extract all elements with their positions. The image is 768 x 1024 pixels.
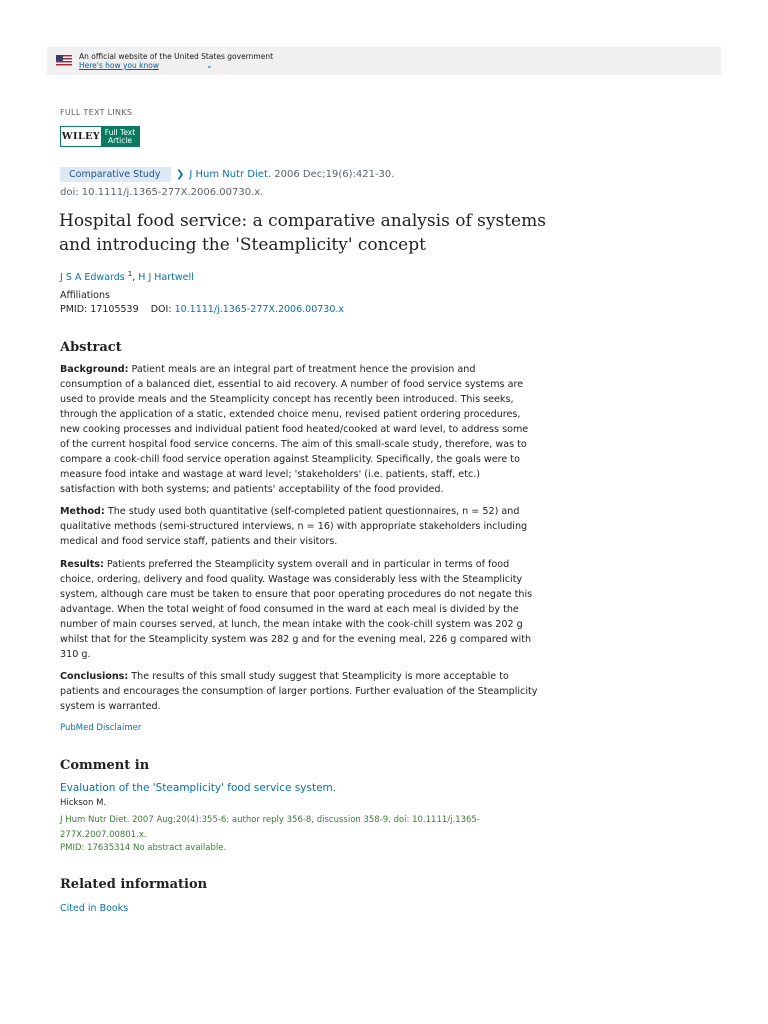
article-title: Hospital food service: a comparative analysis of systems and introducing the 'Steamplicity' concept [59, 211, 546, 255]
pubmed-disclaimer-link[interactable]: PubMed Disclaimer [60, 723, 142, 733]
journal-link[interactable]: J Hum Nutr Diet. [189, 169, 272, 180]
affiliation-marker[interactable]: 1 [127, 270, 133, 278]
comment-author: Hickson M. [60, 798, 107, 808]
heres-how-you-know-link[interactable]: Here's how you know [79, 61, 159, 70]
gov-banner [47, 47, 721, 75]
comment-pmid: PMID: 17635314 No abstract available. [60, 843, 227, 853]
wiley-logo: WILEY [61, 127, 101, 146]
gov-banner-text: An official website of the United States government [79, 52, 274, 61]
identifiers: PMID: 17105539 DOI: 10.1111/j.1365-277X.2006.00730.x [60, 304, 345, 315]
author-link-edwards[interactable]: J S A Edwards [60, 272, 125, 284]
abstract-heading: Abstract [60, 340, 122, 355]
abstract-method: Method: The study used both quantitative (self-completed patient questionnaires, n = 52) and qualitative methods (semi-structured interviews, n = 16) with appropriate stakeholders including medical and food service staff, patients and their visitors. [60, 506, 528, 547]
citation-line [176, 167, 394, 182]
abstract-results: Results: Patients preferred the Steamplicity system overall and in particular in terms of food choice, ordering, delivery and food quality. Wastage was considerably less with the Steamplicity system, although care must be taken to ensure that poor operating procedures do not negate this advantage. When the total weight of food consumed in the ward at each meal is divided by the number of main courses served, at lunch, the mean intake with the cook-chill system was 202 g whilst that for the Steamplicity system was 282 g and for the evening meal, 226 g compared with 310 g. [60, 559, 533, 660]
author-list: J S A Edwards $^1$, H J Hartwell [60, 270, 194, 284]
cited-in-books-link[interactable]: Cited in Books [60, 903, 129, 914]
author-link-hartwell[interactable]: H J Hartwell [138, 272, 194, 284]
full-text-links-heading: FULL TEXT LINKS [60, 108, 133, 117]
chevron-right-icon: ❯ [176, 169, 185, 180]
publication-type-badge[interactable]: Comparative Study [60, 167, 171, 182]
us-flag-icon [56, 55, 72, 66]
affiliations-toggle[interactable]: Affiliations [60, 290, 110, 301]
comment-citation: J Hum Nutr Diet. 2007 Aug;20(4):355-6; author reply 356-8, discussion 358-9. doi: 10.1111/j.1365-277X.2007.00801.x. [60, 815, 480, 840]
chevron-down-icon[interactable]: ⌄ [206, 61, 213, 70]
comment-in-heading: Comment in [60, 758, 150, 773]
citation-details: 2006 Dec;19(6):421-30. [274, 169, 395, 180]
related-information-heading: Related information [60, 877, 208, 892]
full-text-article-label: Full Text Article [101, 127, 139, 146]
pmid-value: 17105539 [90, 304, 139, 315]
doi-link[interactable]: 10.1111/j.1365-277X.2006.00730.x [174, 304, 345, 315]
comment-title-link[interactable]: Evaluation of the 'Steamplicity' food service system. [60, 782, 337, 794]
citation-doi: doi: 10.1111/j.1365-277X.2006.00730.x. [60, 187, 264, 198]
abstract-background: Background: Patient meals are an integral part of treatment hence the provision and consumption of a balanced diet, essential to aid recovery. A number of food service systems are used to provide meals and the Steamplicity concept has recently been introduced. This seeks, through the application of a static, extended choice menu, revised patient ordering procedures, new cooking processes and individual patient food heated/cooked at ward level, to address some of the current hospital food service concerns. The aim of this small-scale study, therefore, was to compare a cook-chill food service operation against Steamplicity. Specifically, the goals were to measure food intake and wastage at ward level; 'stakeholders' (i.e. patients, staff, etc.) satisfaction with both systems; and patients' acceptability of the food provided. [60, 364, 529, 495]
abstract-conclusions: Conclusions: The results of this small study suggest that Steamplicity is more acceptable to patients and encourages the consumption of larger portions. Further evaluation of the Steamplicity system is warranted. [60, 671, 538, 712]
wiley-full-text-button[interactable] [60, 126, 140, 147]
